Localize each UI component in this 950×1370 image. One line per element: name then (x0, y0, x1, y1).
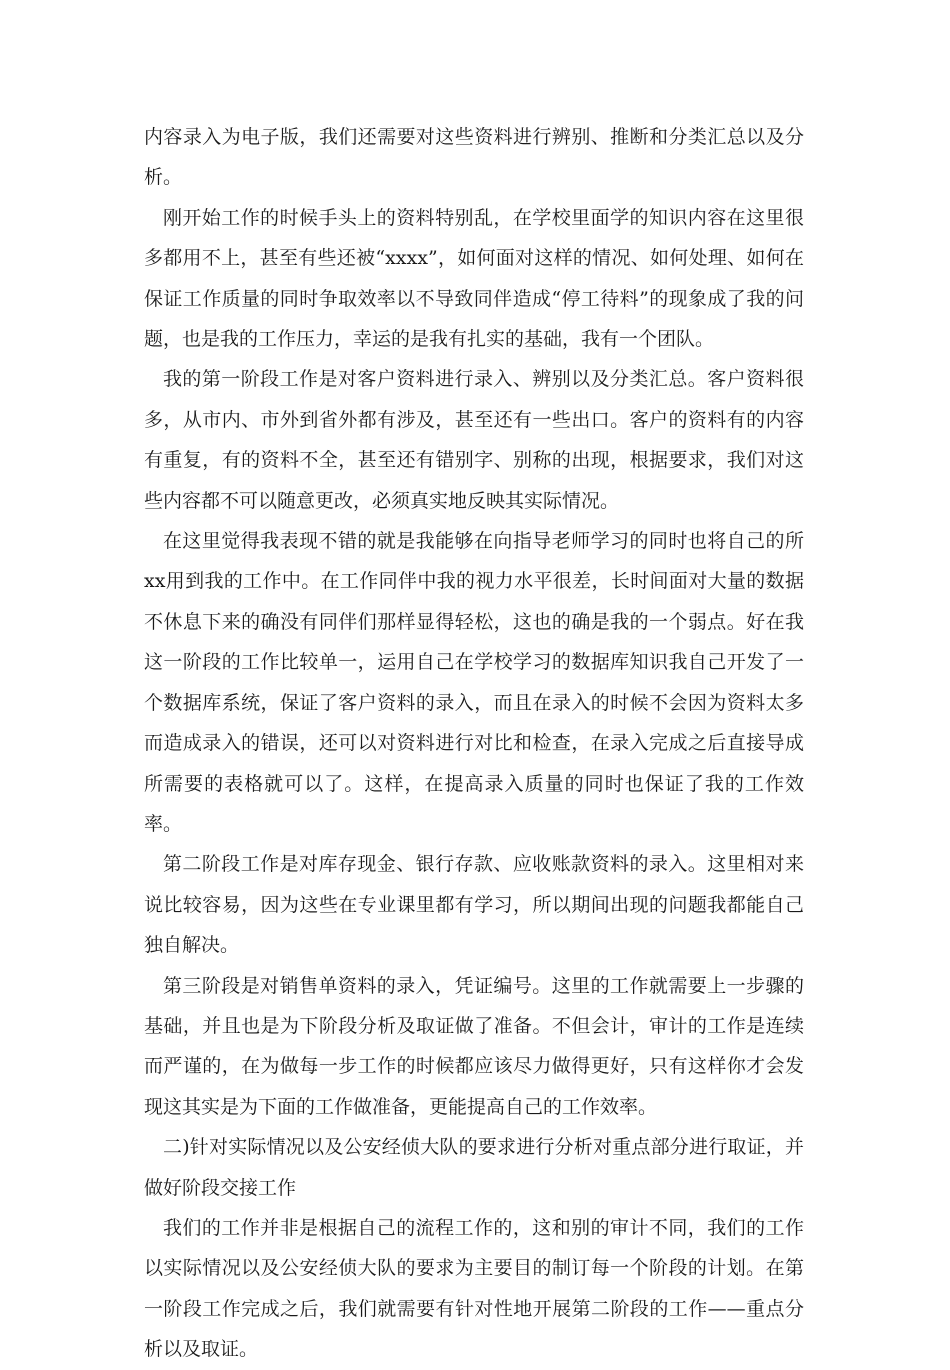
paragraph-4: 在这里觉得我表现不错的就是我能够在向指导老师学习的同时也将自己的所xx用到我的工作中。在工作同伴中我的视力水平很差，长时间面对大量的数据不休息下来的确没有同伴们那样显得轻松，这也的确是我的一个弱点。好在我这一阶段的工作比较单一，运用自己在学校学习的数据库知识我自己开发了一个数据库系统，保证了客户资料的录入，而且在录入的时候不会因为资料太多而造成录入的错误，还可以对资料进行对比和检查，在录入完成之后直接导成所需要的表格就可以了。这样，在提高录入质量的同时也保证了我的工作效率。 (144, 530, 804, 835)
paragraph-6: 第三阶段是对销售单资料的录入，凭证编号。这里的工作就需要上一步骤的基础，并且也是为下阶段分析及取证做了准备。不但会计，审计的工作是连续而严谨的，在为做每一步工作的时候都应该尽力做得更好，只有这样你才会发现这其实是为下面的工作做准备，更能提高自己的工作效率。 (144, 974, 804, 1118)
paragraph-2: 刚开始工作的时候手头上的资料特别乱，在学校里面学的知识内容在这里很多都用不上，甚至有些还被“xxxx”，如何面对这样的情况、如何处理、如何在保证工作质量的同时争取效率以不导致同伴造成“停工待料”的现象成了我的问题，也是我的工作压力，幸运的是我有扎实的基础，我有一个团队。 (144, 206, 804, 351)
section-heading: 二)针对实际情况以及公安经侦大队的要求进行分析对重点部分进行取证，并做好阶段交接工作 (144, 1136, 804, 1199)
paragraph-5: 第二阶段工作是对库存现金、银行存款、应收账款资料的录入。这里相对来说比较容易，因为这些在专业课里都有学习，所以期间出现的问题我都能自己独自解决。 (144, 853, 804, 957)
paragraph-8: 我们的工作并非是根据自己的流程工作的，这和别的审计不同，我们的工作以实际情况以及公安经侦大队的要求为主要目的制订每一个阶段的计划。在第一阶段工作完成之后，我们就需要有针对性地开展第二阶段的工作——重点分析以及取证。 (144, 1216, 804, 1361)
paragraph-3: 我的第一阶段工作是对客户资料进行录入、辨别以及分类汇总。客户资料很多，从市内、市外到省外都有涉及，甚至还有一些出口。客户的资料有的内容有重复，有的资料不全，甚至还有错别字、别称的出现，根据要求，我们对这些内容都不可以随意更改，必须真实地反映其实际情况。 (144, 368, 804, 512)
paragraph-1: 内容录入为电子版，我们还需要对这些资料进行辨别、推断和分类汇总以及分析。 (144, 126, 804, 189)
document-body (144, 117, 804, 1370)
